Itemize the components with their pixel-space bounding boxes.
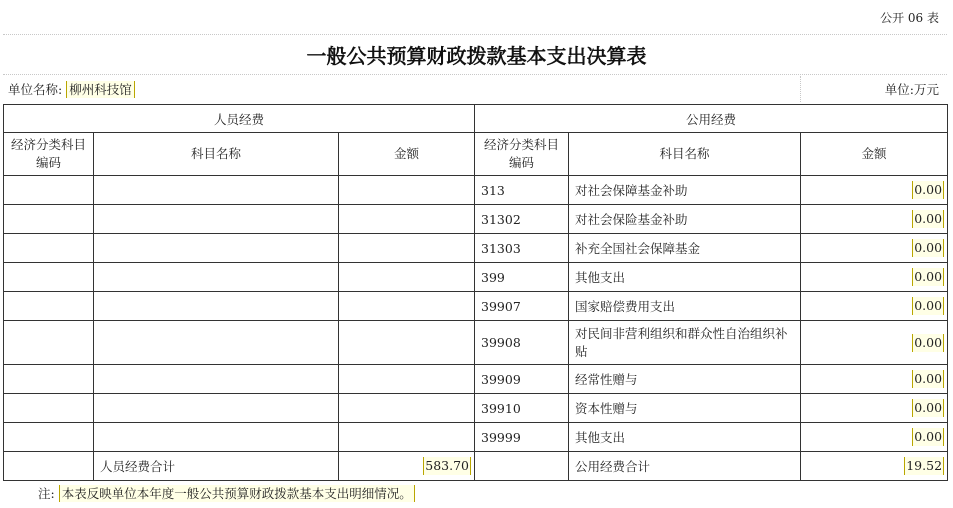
- amount-header: 金额: [339, 133, 475, 176]
- amount-field[interactable]: 0.00: [914, 269, 943, 284]
- personnel-total-field[interactable]: 583.70: [425, 458, 470, 473]
- form-number: 公开 06 表: [880, 11, 939, 25]
- name-header: 科目名称: [94, 133, 339, 176]
- code-header: 经济分类科目编码: [4, 133, 94, 176]
- note-text[interactable]: 本表反映单位本年度一般公共预算财政拨款基本支出明细情况。: [59, 485, 415, 502]
- table-row: [4, 394, 948, 423]
- totals-row: [4, 452, 948, 481]
- public-total-label: 公用经费合计: [569, 452, 801, 481]
- amount-field[interactable]: 0.00: [914, 240, 943, 255]
- table-row: [4, 292, 948, 321]
- public-total-field[interactable]: 19.52: [906, 458, 943, 473]
- table-row: [4, 423, 948, 452]
- row-name: 国家赔偿费用支出: [569, 292, 801, 321]
- amount-field[interactable]: 0.00: [914, 429, 943, 444]
- row-name: 对民间非营利组织和群众性自治组织补贴: [569, 321, 801, 365]
- name-header: 科目名称: [569, 133, 801, 176]
- amount-field[interactable]: 0.00: [914, 334, 943, 350]
- amount-header: 金额: [801, 133, 948, 176]
- row-name: 资本性赠与: [569, 394, 801, 423]
- code-header: 经济分类科目编码: [475, 133, 569, 176]
- row-code: 399: [475, 263, 569, 292]
- table-row: [4, 365, 948, 394]
- amount-field[interactable]: 0.00: [914, 298, 943, 313]
- row-code: 39908: [475, 321, 569, 365]
- table-row: [4, 176, 948, 205]
- row-name: 其他支出: [569, 423, 801, 452]
- amount-field[interactable]: 0.00: [914, 400, 943, 415]
- row-code: 31302: [475, 205, 569, 234]
- expenditure-table: [3, 104, 948, 481]
- divider: [3, 34, 947, 35]
- note-label: 注:: [38, 486, 55, 501]
- public-header: 公用经费: [475, 105, 948, 133]
- row-name: 其他支出: [569, 263, 801, 292]
- footnote: [38, 484, 415, 502]
- page-title: 一般公共预算财政拨款基本支出决算表: [306, 44, 647, 68]
- divider: [3, 74, 947, 75]
- row-name: 经常性赠与: [569, 365, 801, 394]
- row-name: 对社会保险基金补助: [569, 205, 801, 234]
- unit-name-label: 单位名称:: [8, 82, 63, 97]
- currency-unit: 单位:万元: [884, 82, 939, 97]
- amount-field[interactable]: 0.00: [914, 371, 943, 386]
- personnel-header: 人员经费: [4, 105, 475, 133]
- row-code: 39910: [475, 394, 569, 423]
- row-code: 313: [475, 176, 569, 205]
- table-row: [4, 234, 948, 263]
- row-name: 补充全国社会保障基金: [569, 234, 801, 263]
- row-code: 31303: [475, 234, 569, 263]
- row-name: 对社会保障基金补助: [569, 176, 801, 205]
- personnel-total-label: 人员经费合计: [94, 452, 339, 481]
- row-code: 39907: [475, 292, 569, 321]
- table-row: [4, 321, 948, 365]
- table-row: [4, 263, 948, 292]
- row-code: 39999: [475, 423, 569, 452]
- unit-name-field[interactable]: 柳州科技馆: [66, 81, 135, 98]
- amount-field[interactable]: 0.00: [914, 211, 943, 226]
- table-row: [4, 205, 948, 234]
- row-code: 39909: [475, 365, 569, 394]
- divider: [800, 76, 801, 102]
- amount-field[interactable]: 0.00: [914, 182, 943, 197]
- unit-name-row: [8, 80, 135, 98]
